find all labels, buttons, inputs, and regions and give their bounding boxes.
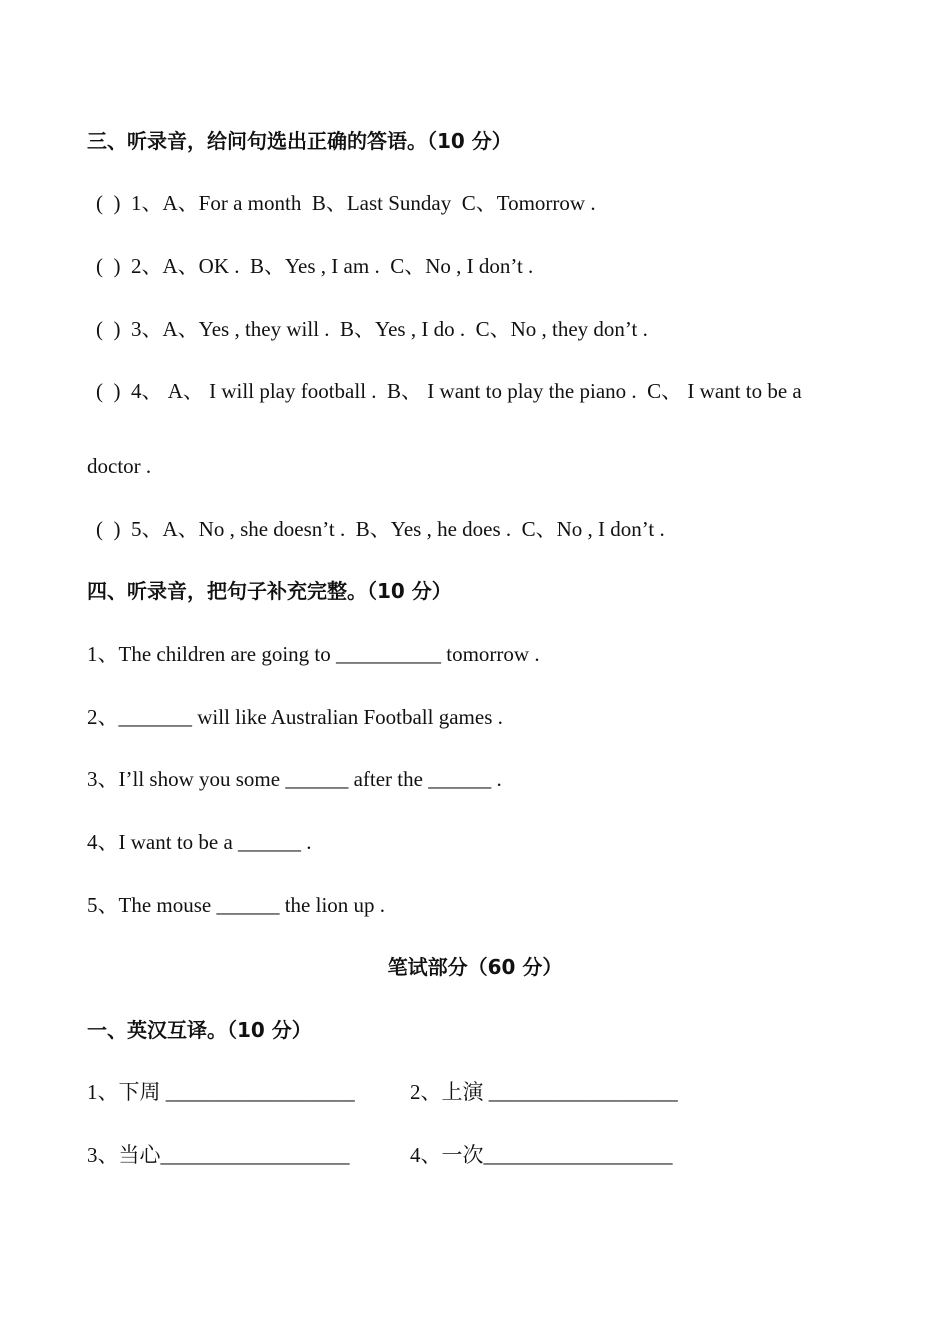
question-item-continuation: doctor . [87, 454, 152, 478]
translation-item: 2、上演 __________________ [410, 1080, 678, 1104]
question-item: ( ) 2、A、OK . B、Yes , I am . C、No , I don’t . [96, 254, 534, 278]
fill-blank-item: 4、I want to be a ______ . [87, 830, 312, 854]
question-item: ( ) 3、A、Yes , they will . B、Yes , I do . C、No , they don’t . [96, 317, 648, 341]
fill-blank-item: 3、I’ll show you some ______ after the ______ . [87, 767, 502, 791]
written-part-title: 笔试部分（60 分） [387, 955, 563, 979]
part-1-heading: 一、英汉互译。（10 分） [87, 1018, 312, 1042]
question-item: ( ) 4、 A、 I will play football . B、 I want to play the piano . C、 I want to be a [96, 379, 802, 403]
translation-item: 4、一次__________________ [410, 1143, 673, 1167]
section-4-heading: 四、听录音，把句子补充完整。（10 分） [87, 579, 452, 603]
section-3-heading: 三、听录音，给问句选出正确的答语。（10 分） [87, 129, 512, 153]
question-item: ( ) 1、A、For a month B、Last Sunday C、Tomorrow . [96, 191, 596, 215]
translation-item: 3、当心__________________ [87, 1143, 350, 1167]
question-item: ( ) 5、A、No , she doesn’t . B、Yes , he does . C、No , I don’t . [96, 517, 665, 541]
fill-blank-item: 1、The children are going to __________ tomorrow . [87, 642, 540, 666]
fill-blank-item: 5、The mouse ______ the lion up . [87, 893, 386, 917]
translation-item: 1、下周 __________________ [87, 1080, 355, 1104]
fill-blank-item: 2、_______ will like Australian Football games . [87, 705, 503, 729]
